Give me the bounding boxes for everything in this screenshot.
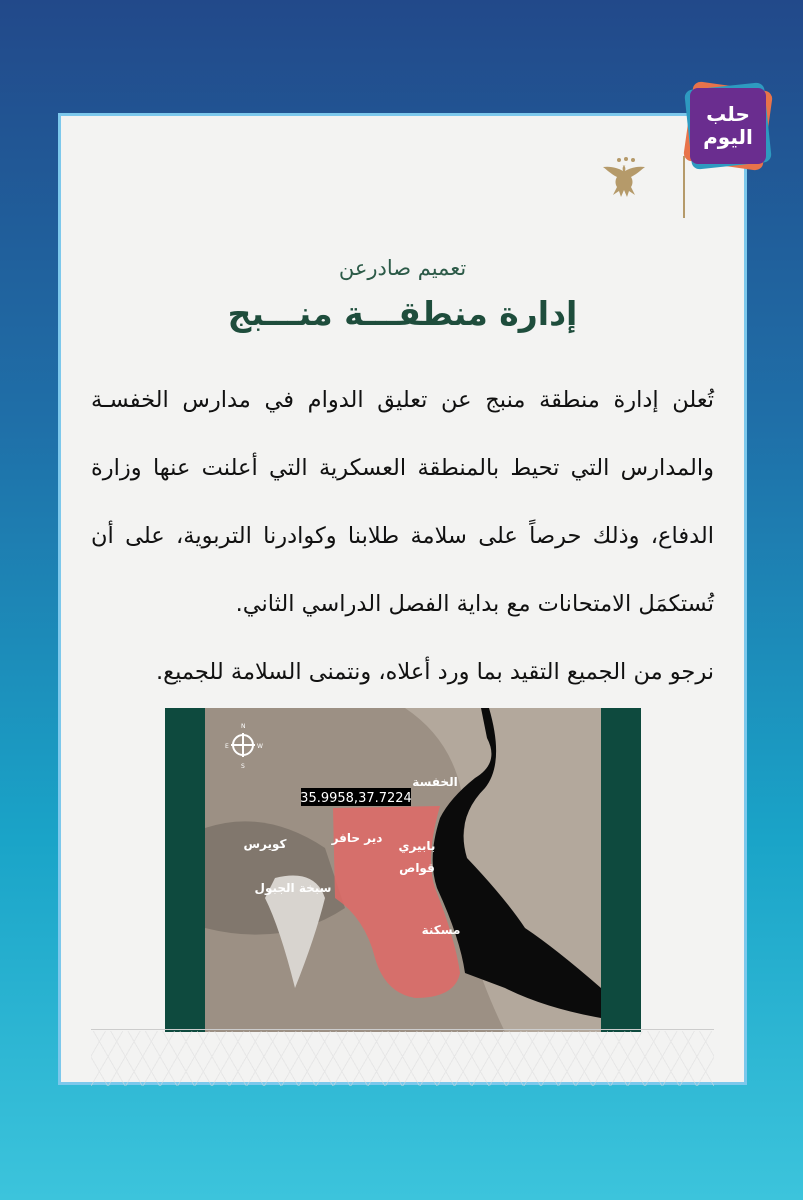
map-label: كويرس (243, 837, 287, 851)
page-title: إدارة منطقـــة منـــبج (227, 294, 578, 333)
announcement-card (58, 113, 747, 1085)
footer-divider (91, 1029, 714, 1030)
paragraph: نرجو من الجميع التقيد بما ورد أعلاه، ونتمنى السلامة للجميع. (155, 659, 714, 685)
map-image (165, 708, 641, 1032)
brand-logo-text: حلب اليوم (690, 88, 766, 164)
map-label: الخفسة (412, 775, 458, 789)
compass-e: E (225, 743, 229, 750)
divider (683, 156, 685, 218)
compass-s: S (241, 763, 245, 770)
eagle-emblem-icon (601, 156, 651, 202)
map-label: سبخة الجبول (254, 881, 332, 895)
compass-w: W (257, 743, 263, 750)
compass-n: N (241, 723, 246, 730)
paragraph: تُعلن إدارة منطقة منبج عن تعليق الدوام في مدارس الخفسـة والمدارس التي تحيط بالمنطقة العسكرية التي أعلنت عنها وزارة الدفاع، وذلك حرصاً على سلامة طلابنا وكوادرنا التربوية، على أن تُستكمَل الامتحانات مع بداية الفصل الدراسي الثاني. (91, 387, 714, 617)
map-label: قواص (399, 861, 435, 875)
brand-logo (688, 86, 768, 166)
map-label: بابيري (398, 839, 436, 853)
subtitle: تعميم صادرعن (338, 256, 467, 280)
decorative-pattern (91, 1031, 714, 1086)
map-label: دير حافر (331, 831, 383, 845)
announcement-body (91, 366, 714, 706)
map-label: مسكنة (421, 923, 461, 937)
coordinate-text: 35.9958,37.7224 (300, 791, 412, 806)
